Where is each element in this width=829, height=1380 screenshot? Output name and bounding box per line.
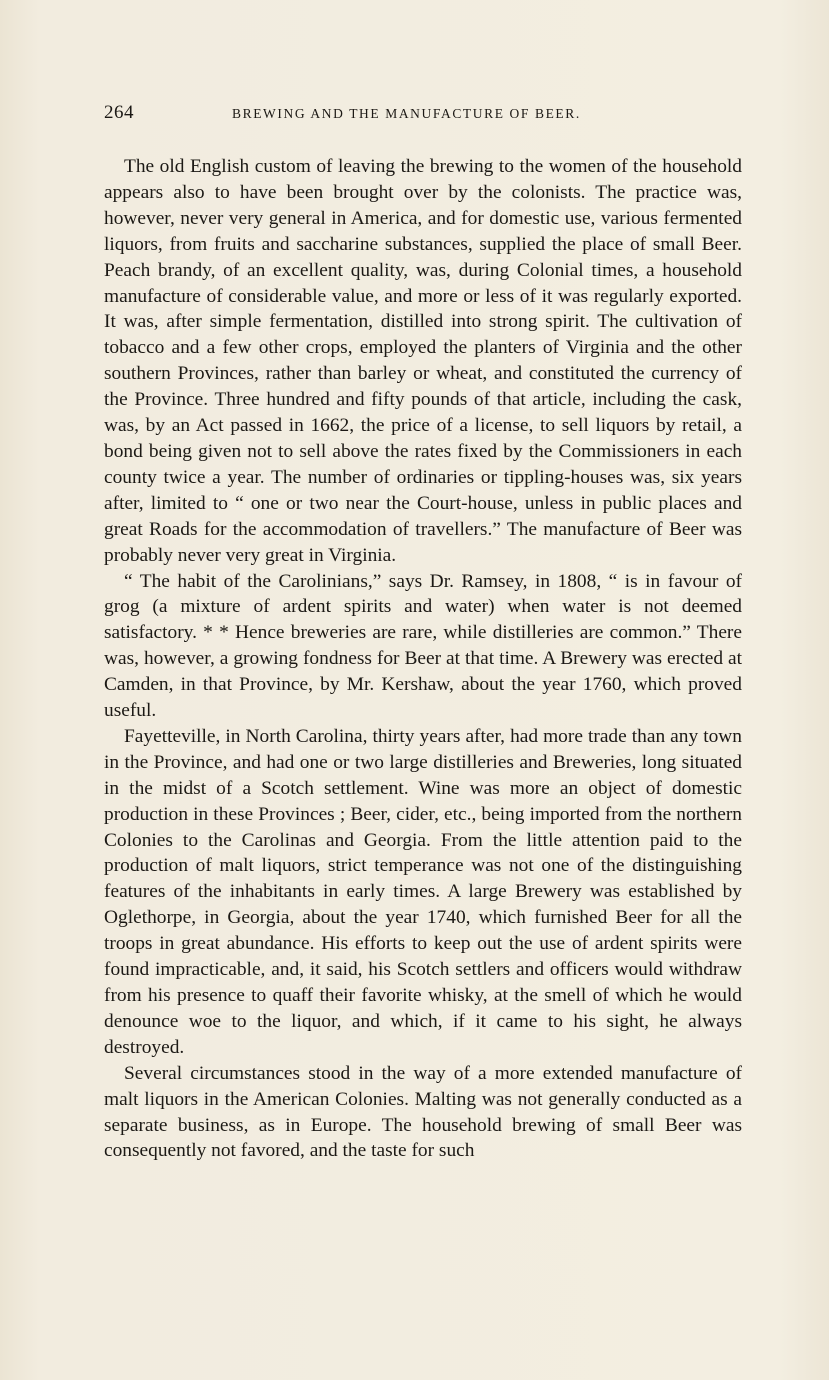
paragraph-colonial-customs: The old English custom of leaving the brewing to the women of the household appears also to have been brought over by the colonists. The practice was, however, never very general in America, and for domestic use, various fermented liquors, from fruits and saccharine substances, supplied the place of small Beer. Peach brandy, of an excellent quality, was, during Colonial times, a household manufacture of considerable value, and more or less of it was regularly exported. It was, after simple fermentation, distilled into strong spirit. The cultivation of tobacco and a few other crops, employed the planters of Virginia and the other southern Provinces, rather than barley or wheat, and constituted the currency of the Province. Three hundred and fifty pounds of that article, including the cask, was, by an Act passed in 1662, the price of a license, to sell liquors by retail, a bond being given not to sell above the rates fixed by the Commissioners in each county twice a year. The number of ordinaries or tippling-houses was, six years after, limited to “ one or two near the Court-house, unless in public places and great Roads for the accommodation of travellers.” The manufacture of Beer was probably never very great in Virginia. xyxy=(104,156,742,566)
paragraph-carolinians: “ The habit of the Carolinians,” says Dr. Ramsey, in 1808, “ is in favour of grog (a mixture of ardent spirits and water) when water is not deemed satisfactory. * * Hence breweries are rare, while distilleries are common.” There was, however, a growing fondness for Beer at that time. A Brewery was erected at Camden, in that Province, by Mr. Kershaw, about the year 1760, which proved useful. xyxy=(104,570,742,722)
paragraph-fayetteville: Fayetteville, in North Carolina, thirty years after, had more trade than any town in the Province, and had one or two large distilleries and Breweries, long situated in the midst of a Scotch settlement. Wine was more an object of domestic production in these Provinces ; Beer, cider, etc., being imported from the northern Colonies to the Carolinas and Georgia. From the little attention paid to the production of malt liquors, strict temperance was not one of the distinguishing features of the inhabitants in early times. A large Brewery was established by Oglethorpe, in Georgia, about the year 1740, which furnished Beer for all the troops in great abundance. His efforts to keep out the use of ardent spirits were found impracticable, and, it said, his Scotch settlers and officers would withdraw from his presence to quaff their favorite whisky, at the smell of which he would denounce woe to the liquor, and which, if it came to his sight, he always destroyed. xyxy=(104,725,742,1058)
paragraph-circumstances: Several circumstances stood in the way of a more extended manufacture of malt liquors in the American Colonies. Malting was not generally conducted as a separate business, as in Europe. The household brewing of small Beer was consequently not favored, and the taste for such xyxy=(104,1062,742,1162)
body-text xyxy=(104,154,742,1164)
page-number: 264 xyxy=(104,102,134,123)
running-title: BREWING AND THE MANUFACTURE OF BEER. xyxy=(232,106,581,121)
running-head xyxy=(104,102,744,126)
